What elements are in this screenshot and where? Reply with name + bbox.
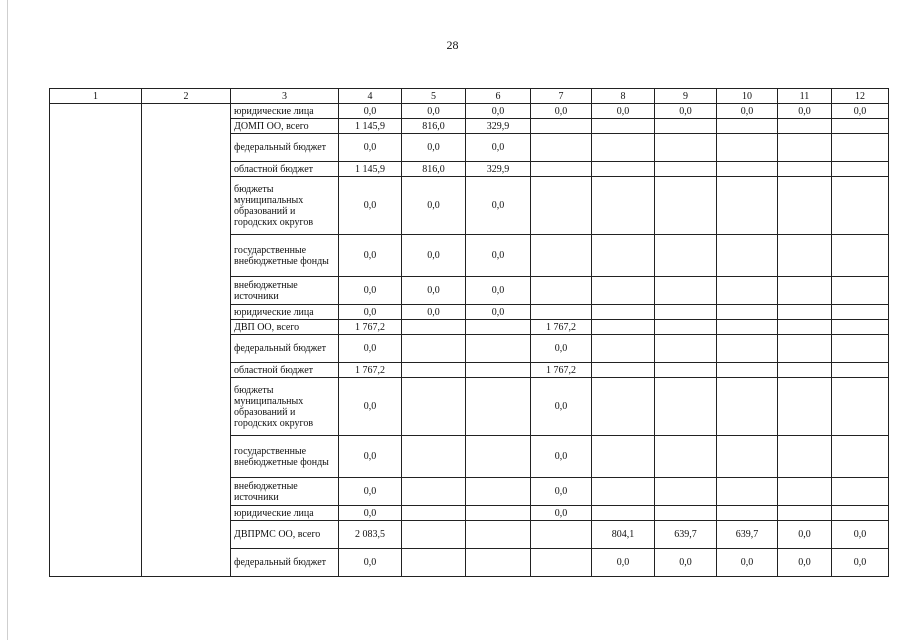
value-cell-col-5	[402, 335, 466, 363]
header-cell-4: 4	[339, 89, 402, 104]
value-cell-col-11	[778, 320, 832, 335]
row-label: федеральный бюджет	[231, 549, 339, 577]
value-cell-col-9	[655, 478, 717, 506]
value-cell-col-10	[717, 119, 778, 134]
value-cell-col-5: 816,0	[402, 119, 466, 134]
row-label: федеральный бюджет	[231, 335, 339, 363]
value-cell-col-11	[778, 436, 832, 478]
value-cell-col-11	[778, 506, 832, 521]
value-cell-col-10	[717, 320, 778, 335]
value-cell-col-4: 1 767,2	[339, 320, 402, 335]
value-cell-col-8	[592, 363, 655, 378]
value-cell-col-11: 0,0	[778, 104, 832, 119]
value-cell-col-5	[402, 378, 466, 436]
value-cell-col-5	[402, 363, 466, 378]
row-label: внебюджетные источники	[231, 478, 339, 506]
value-cell-col-5	[402, 549, 466, 577]
value-cell-col-10	[717, 235, 778, 277]
value-cell-col-7: 0,0	[531, 378, 592, 436]
value-cell-col-7	[531, 277, 592, 305]
value-cell-col-6: 0,0	[466, 235, 531, 277]
value-cell-col-7	[531, 177, 592, 235]
table-row	[50, 104, 889, 119]
value-cell-col-11	[778, 378, 832, 436]
value-cell-col-12	[832, 436, 889, 478]
value-cell-col-7	[531, 235, 592, 277]
value-cell-col-10	[717, 335, 778, 363]
value-cell-col-4: 0,0	[339, 478, 402, 506]
value-cell-col-9	[655, 277, 717, 305]
value-cell-col-5: 0,0	[402, 177, 466, 235]
value-cell-col-9	[655, 363, 717, 378]
value-cell-col-11: 0,0	[778, 549, 832, 577]
value-cell-col-7	[531, 305, 592, 320]
value-cell-col-10	[717, 506, 778, 521]
value-cell-col-9	[655, 134, 717, 162]
value-cell-col-6: 329,9	[466, 119, 531, 134]
value-cell-col-11	[778, 335, 832, 363]
value-cell-col-9	[655, 378, 717, 436]
value-cell-col-4: 0,0	[339, 305, 402, 320]
value-cell-col-4: 0,0	[339, 134, 402, 162]
value-cell-col-8	[592, 378, 655, 436]
value-cell-col-4: 0,0	[339, 104, 402, 119]
value-cell-col-4: 1 145,9	[339, 162, 402, 177]
value-cell-col-4: 0,0	[339, 235, 402, 277]
row-label: юридические лица	[231, 305, 339, 320]
row-label: юридические лица	[231, 506, 339, 521]
value-cell-col-7	[531, 162, 592, 177]
value-cell-col-11	[778, 305, 832, 320]
value-cell-col-7: 0,0	[531, 478, 592, 506]
value-cell-col-7	[531, 549, 592, 577]
row-label: ДОМП ОО, всего	[231, 119, 339, 134]
value-cell-col-6	[466, 478, 531, 506]
value-cell-col-12: 0,0	[832, 549, 889, 577]
value-cell-col-9	[655, 436, 717, 478]
value-cell-col-9	[655, 320, 717, 335]
value-cell-col-7	[531, 134, 592, 162]
value-cell-col-6	[466, 506, 531, 521]
value-cell-col-12	[832, 506, 889, 521]
value-cell-col-7: 1 767,2	[531, 320, 592, 335]
value-cell-col-9	[655, 162, 717, 177]
row-label: государственные внебюджетные фонды	[231, 436, 339, 478]
value-cell-col-8	[592, 134, 655, 162]
value-cell-col-4: 0,0	[339, 177, 402, 235]
value-cell-col-8	[592, 162, 655, 177]
value-cell-col-10	[717, 305, 778, 320]
value-cell-col-7: 0,0	[531, 506, 592, 521]
row-label: федеральный бюджет	[231, 134, 339, 162]
value-cell-col-5: 0,0	[402, 104, 466, 119]
value-cell-col-4: 1 767,2	[339, 363, 402, 378]
value-cell-col-7: 0,0	[531, 436, 592, 478]
value-cell-col-9: 0,0	[655, 549, 717, 577]
value-cell-col-4: 0,0	[339, 378, 402, 436]
value-cell-col-11	[778, 134, 832, 162]
value-cell-col-12	[832, 177, 889, 235]
value-cell-col-6	[466, 521, 531, 549]
value-cell-col-7	[531, 119, 592, 134]
row-label: ДВП ОО, всего	[231, 320, 339, 335]
row-label: областной бюджет	[231, 363, 339, 378]
value-cell-col-4: 0,0	[339, 549, 402, 577]
value-cell-col-4: 0,0	[339, 436, 402, 478]
value-cell-col-6	[466, 549, 531, 577]
header-cell-6: 6	[466, 89, 531, 104]
value-cell-col-10: 639,7	[717, 521, 778, 549]
header-cell-5: 5	[402, 89, 466, 104]
value-cell-col-12	[832, 335, 889, 363]
value-cell-col-5: 0,0	[402, 277, 466, 305]
value-cell-col-8	[592, 177, 655, 235]
value-cell-col-5	[402, 506, 466, 521]
value-cell-col-4: 0,0	[339, 335, 402, 363]
row-label: областной бюджет	[231, 162, 339, 177]
value-cell-col-6: 0,0	[466, 277, 531, 305]
value-cell-col-5	[402, 320, 466, 335]
value-cell-col-9	[655, 335, 717, 363]
value-cell-col-12	[832, 363, 889, 378]
value-cell-col-9: 639,7	[655, 521, 717, 549]
value-cell-col-7	[531, 521, 592, 549]
page-edge-line	[7, 0, 8, 640]
value-cell-col-8: 0,0	[592, 549, 655, 577]
value-cell-col-8	[592, 235, 655, 277]
value-cell-col-6: 329,9	[466, 162, 531, 177]
value-cell-col-8: 804,1	[592, 521, 655, 549]
value-cell-col-6	[466, 436, 531, 478]
value-cell-col-11: 0,0	[778, 521, 832, 549]
row-label: юридические лица	[231, 104, 339, 119]
value-cell-col-4: 0,0	[339, 506, 402, 521]
value-cell-col-4: 1 145,9	[339, 119, 402, 134]
row-label: бюджеты муниципальных образований и городских округов	[231, 378, 339, 436]
header-cell-9: 9	[655, 89, 717, 104]
value-cell-col-8: 0,0	[592, 104, 655, 119]
header-cell-7: 7	[531, 89, 592, 104]
value-cell-col-9	[655, 235, 717, 277]
value-cell-col-11	[778, 119, 832, 134]
header-cell-3: 3	[231, 89, 339, 104]
value-cell-col-6: 0,0	[466, 305, 531, 320]
value-cell-col-10	[717, 277, 778, 305]
value-cell-col-8	[592, 305, 655, 320]
row-label: государственные внебюджетные фонды	[231, 235, 339, 277]
value-cell-col-6	[466, 363, 531, 378]
value-cell-col-5	[402, 478, 466, 506]
value-cell-col-11	[778, 162, 832, 177]
value-cell-col-10	[717, 177, 778, 235]
value-cell-col-12	[832, 134, 889, 162]
value-cell-col-10: 0,0	[717, 104, 778, 119]
row-label: ДВПРМС ОО, всего	[231, 521, 339, 549]
value-cell-col-11	[778, 478, 832, 506]
value-cell-col-5	[402, 521, 466, 549]
header-cell-1: 1	[50, 89, 142, 104]
value-cell-col-10	[717, 162, 778, 177]
header-cell-10: 10	[717, 89, 778, 104]
value-cell-col-10	[717, 478, 778, 506]
value-cell-col-12	[832, 305, 889, 320]
header-cell-12: 12	[832, 89, 889, 104]
value-cell-col-9	[655, 506, 717, 521]
value-cell-col-6: 0,0	[466, 177, 531, 235]
value-cell-col-9	[655, 119, 717, 134]
value-cell-col-12	[832, 478, 889, 506]
row-label: внебюджетные источники	[231, 277, 339, 305]
value-cell-col-7: 0,0	[531, 104, 592, 119]
value-cell-col-10	[717, 134, 778, 162]
value-cell-col-9: 0,0	[655, 104, 717, 119]
header-cell-11: 11	[778, 89, 832, 104]
value-cell-col-11	[778, 177, 832, 235]
table-body	[50, 89, 889, 577]
value-cell-col-5: 0,0	[402, 305, 466, 320]
value-cell-col-11	[778, 277, 832, 305]
value-cell-col-5: 0,0	[402, 235, 466, 277]
header-row	[50, 89, 889, 104]
value-cell-col-10	[717, 378, 778, 436]
value-cell-col-5: 816,0	[402, 162, 466, 177]
value-cell-col-8	[592, 478, 655, 506]
value-cell-col-8	[592, 506, 655, 521]
value-cell-col-4: 2 083,5	[339, 521, 402, 549]
value-cell-col-12	[832, 235, 889, 277]
value-cell-col-8	[592, 335, 655, 363]
value-cell-col-12	[832, 162, 889, 177]
row-label: бюджеты муниципальных образований и городских округов	[231, 177, 339, 235]
value-cell-col-5	[402, 436, 466, 478]
value-cell-col-12	[832, 320, 889, 335]
value-cell-col-7: 0,0	[531, 335, 592, 363]
value-cell-col-12: 0,0	[832, 521, 889, 549]
value-cell-col-5: 0,0	[402, 134, 466, 162]
header-cell-2: 2	[142, 89, 231, 104]
value-cell-col-4: 0,0	[339, 277, 402, 305]
merged-col-1	[50, 104, 142, 577]
value-cell-col-10	[717, 363, 778, 378]
value-cell-col-12: 0,0	[832, 104, 889, 119]
value-cell-col-6	[466, 320, 531, 335]
value-cell-col-12	[832, 119, 889, 134]
value-cell-col-12	[832, 277, 889, 305]
value-cell-col-6: 0,0	[466, 104, 531, 119]
value-cell-col-8	[592, 320, 655, 335]
value-cell-col-6	[466, 335, 531, 363]
value-cell-col-12	[832, 378, 889, 436]
value-cell-col-9	[655, 177, 717, 235]
value-cell-col-11	[778, 235, 832, 277]
budget-table	[49, 88, 889, 577]
value-cell-col-10: 0,0	[717, 549, 778, 577]
merged-col-2	[142, 104, 231, 577]
page-number: 28	[446, 38, 459, 52]
value-cell-col-10	[717, 436, 778, 478]
header-cell-8: 8	[592, 89, 655, 104]
value-cell-col-7: 1 767,2	[531, 363, 592, 378]
value-cell-col-8	[592, 277, 655, 305]
value-cell-col-9	[655, 305, 717, 320]
value-cell-col-8	[592, 119, 655, 134]
value-cell-col-8	[592, 436, 655, 478]
value-cell-col-6: 0,0	[466, 134, 531, 162]
value-cell-col-6	[466, 378, 531, 436]
value-cell-col-11	[778, 363, 832, 378]
